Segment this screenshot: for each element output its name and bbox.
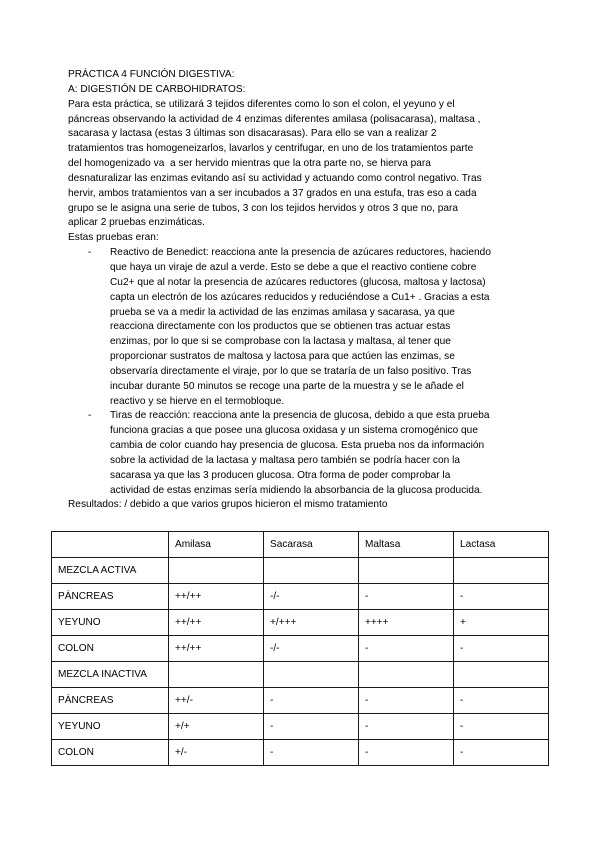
table-cell: - [359,714,454,740]
table-cell: ++/- [169,688,264,714]
bullet-line: prueba se va a medir la actividad de las enzimas amilasa y sacarasa, ya que [110,306,455,318]
column-header-lactasa: Lactasa [454,532,549,558]
intro-line: del homogenizado va a ser hervido mientras que la otra parte no, se hierva para [68,158,431,170]
list-item [68,409,548,498]
bullet-body [110,409,548,498]
intro-line: desnaturalizar las enzimas evitando así su actividad y actuando como control negativo. Tras [68,172,482,184]
bullet-line: funciona gracias a que posee una glucosa oxidasa y un sistema cromogénico que [110,425,478,437]
row-label: MEZCLA INACTIVA [52,662,169,688]
table-cell: - [454,688,549,714]
table-row [52,558,549,584]
table-cell: ++/++ [169,584,264,610]
table-cell: + [454,610,549,636]
table-cell: ++/++ [169,636,264,662]
bullet-line: sobre la actividad de la lactasa y maltasa pero también se podría hacer con la [110,454,460,466]
table-row [52,740,549,766]
row-label: YEYUNO [52,714,169,740]
row-label: MEZCLA ACTIVA [52,558,169,584]
bullet-line: Tiras de reacción: reacciona ante la presencia de glucosa, debido a que esta prueba [110,410,490,422]
table-cell [359,662,454,688]
bullet-line: que haya un viraje de azul a verde. Esto se debe a que el reactivo contiene cobre [110,261,477,273]
intro-line: tratamientos tras homogeneizarlos, lavarlos y centrifugar, en uno de los tratamientos parte [68,143,474,155]
results-label: Resultados: / debido a que varios grupos hicieron el mismo tratamiento [68,499,388,511]
row-label: COLON [52,636,169,662]
row-label: PÁNCREAS [52,688,169,714]
intro-line: aplicar 2 pruebas enzimáticas. [68,217,205,229]
table-cell: - [264,714,359,740]
table-cell [169,558,264,584]
row-label: COLON [52,740,169,766]
table-cell: - [454,740,549,766]
table-cell [264,662,359,688]
table-cell: -/- [264,584,359,610]
table-row [52,662,549,688]
intro-line: Para esta práctica, se utilizará 3 tejidos diferentes como lo son el colon, el yeyuno y el [68,98,455,110]
table-cell: - [454,714,549,740]
table-head [52,532,549,558]
table-cell: +/- [169,740,264,766]
table-cell: - [264,688,359,714]
bullet-line: reacciona directamente con los productos que se obtienen tras actuar estas [110,321,451,333]
page-title: PRÁCTICA 4 FUNCIÓN DIGESTIVA: [68,69,235,80]
column-header-sacarasa: Sacarasa [264,532,359,558]
table-cell [359,558,454,584]
bullet-dash-icon: - [88,410,92,422]
results-table-container [51,531,548,766]
table-cell: - [359,688,454,714]
table-header-row [52,532,549,558]
bullet-line: actividad de estas enzimas sería midiendo la absorbancia de la glucosa producida. [110,484,483,496]
results-table [51,531,549,766]
bullet-line: observaría directamente el viraje, por lo que se trataría de un falso positivo. Tras [110,365,472,377]
bullet-line: proporcionar sustratos de maltosa y lactosa para que actúen las enzimas, se [110,351,455,363]
table-cell [454,662,549,688]
section-subtitle: A: DIGESTIÓN DE CARBOHIDRATOS: [68,83,246,95]
table-cell: - [359,636,454,662]
bullet-line: capta un electrón de los azúcares reducidos y reduciéndose a Cu1+ . Gracias a esta [110,291,490,303]
table-cell: ++/++ [169,610,264,636]
table-cell: -/- [264,636,359,662]
list-item [68,246,548,409]
intro-line: hervir, ambos tratamientos van a ser incubados a 37 grados en una estufa, tras eso a cada [68,187,477,199]
intro-line: sacarasa y lactasa (estas 3 últimas son disacarasas). Para ello se van a realizar 2 [68,128,437,140]
bullet-line: Reactivo de Benedict: reacciona ante la presencia de azúcares reductores, haciendo [110,247,491,259]
row-label: YEYUNO [52,610,169,636]
table-body [52,558,549,766]
table-row [52,714,549,740]
table-cell [169,662,264,688]
bullet-line: cambia de color cuando hay presencia de glucosa. Esta prueba nos da información [110,440,485,452]
table-cell: - [359,740,454,766]
intro-paragraph [68,98,548,232]
bullet-line: Cu2+ que al notar la presencia de azúcares reductores (glucosa, maltosa y lactosa) [110,276,486,288]
bullet-line: enzimas, por lo que si se comprobase con la lactasa y maltasa, al tener que [110,336,451,348]
table-row [52,584,549,610]
intro-line: páncreas observando la actividad de 4 enzimas diferentes amilasa (polisacarasa), maltasa , [68,113,481,125]
table-corner-cell [52,532,169,558]
bullet-line: incubar durante 50 minutos se recoge una parte de la muestra y se le añade el [110,380,464,392]
table-cell [264,558,359,584]
document-title-block [68,68,548,98]
table-cell: +/+++ [264,610,359,636]
table-cell [454,558,549,584]
table-row [52,688,549,714]
tests-bullet-list [68,246,548,498]
tests-intro-line: Estas pruebas eran: [68,232,159,244]
table-cell: - [454,636,549,662]
table-row [52,636,549,662]
table-cell: +/+ [169,714,264,740]
column-header-amilasa: Amilasa [169,532,264,558]
bullet-line: sacarasa ya que las 3 producen glucosa. Otra forma de poder comprobar la [110,469,451,481]
table-cell: - [454,584,549,610]
table-row [52,610,549,636]
table-cell: ++++ [359,610,454,636]
table-cell: - [359,584,454,610]
bullet-body [110,246,548,409]
bullet-line: reactivo y se hierve en el termobloque. [110,395,285,407]
intro-line: grupo se le asigna una serie de tubos, 3 con los tejidos hervidos y otros 3 que no, para [68,202,459,214]
row-label: PÁNCREAS [52,584,169,610]
bullet-dash-icon: - [88,247,92,259]
column-header-maltasa: Maltasa [359,532,454,558]
table-cell: - [264,740,359,766]
